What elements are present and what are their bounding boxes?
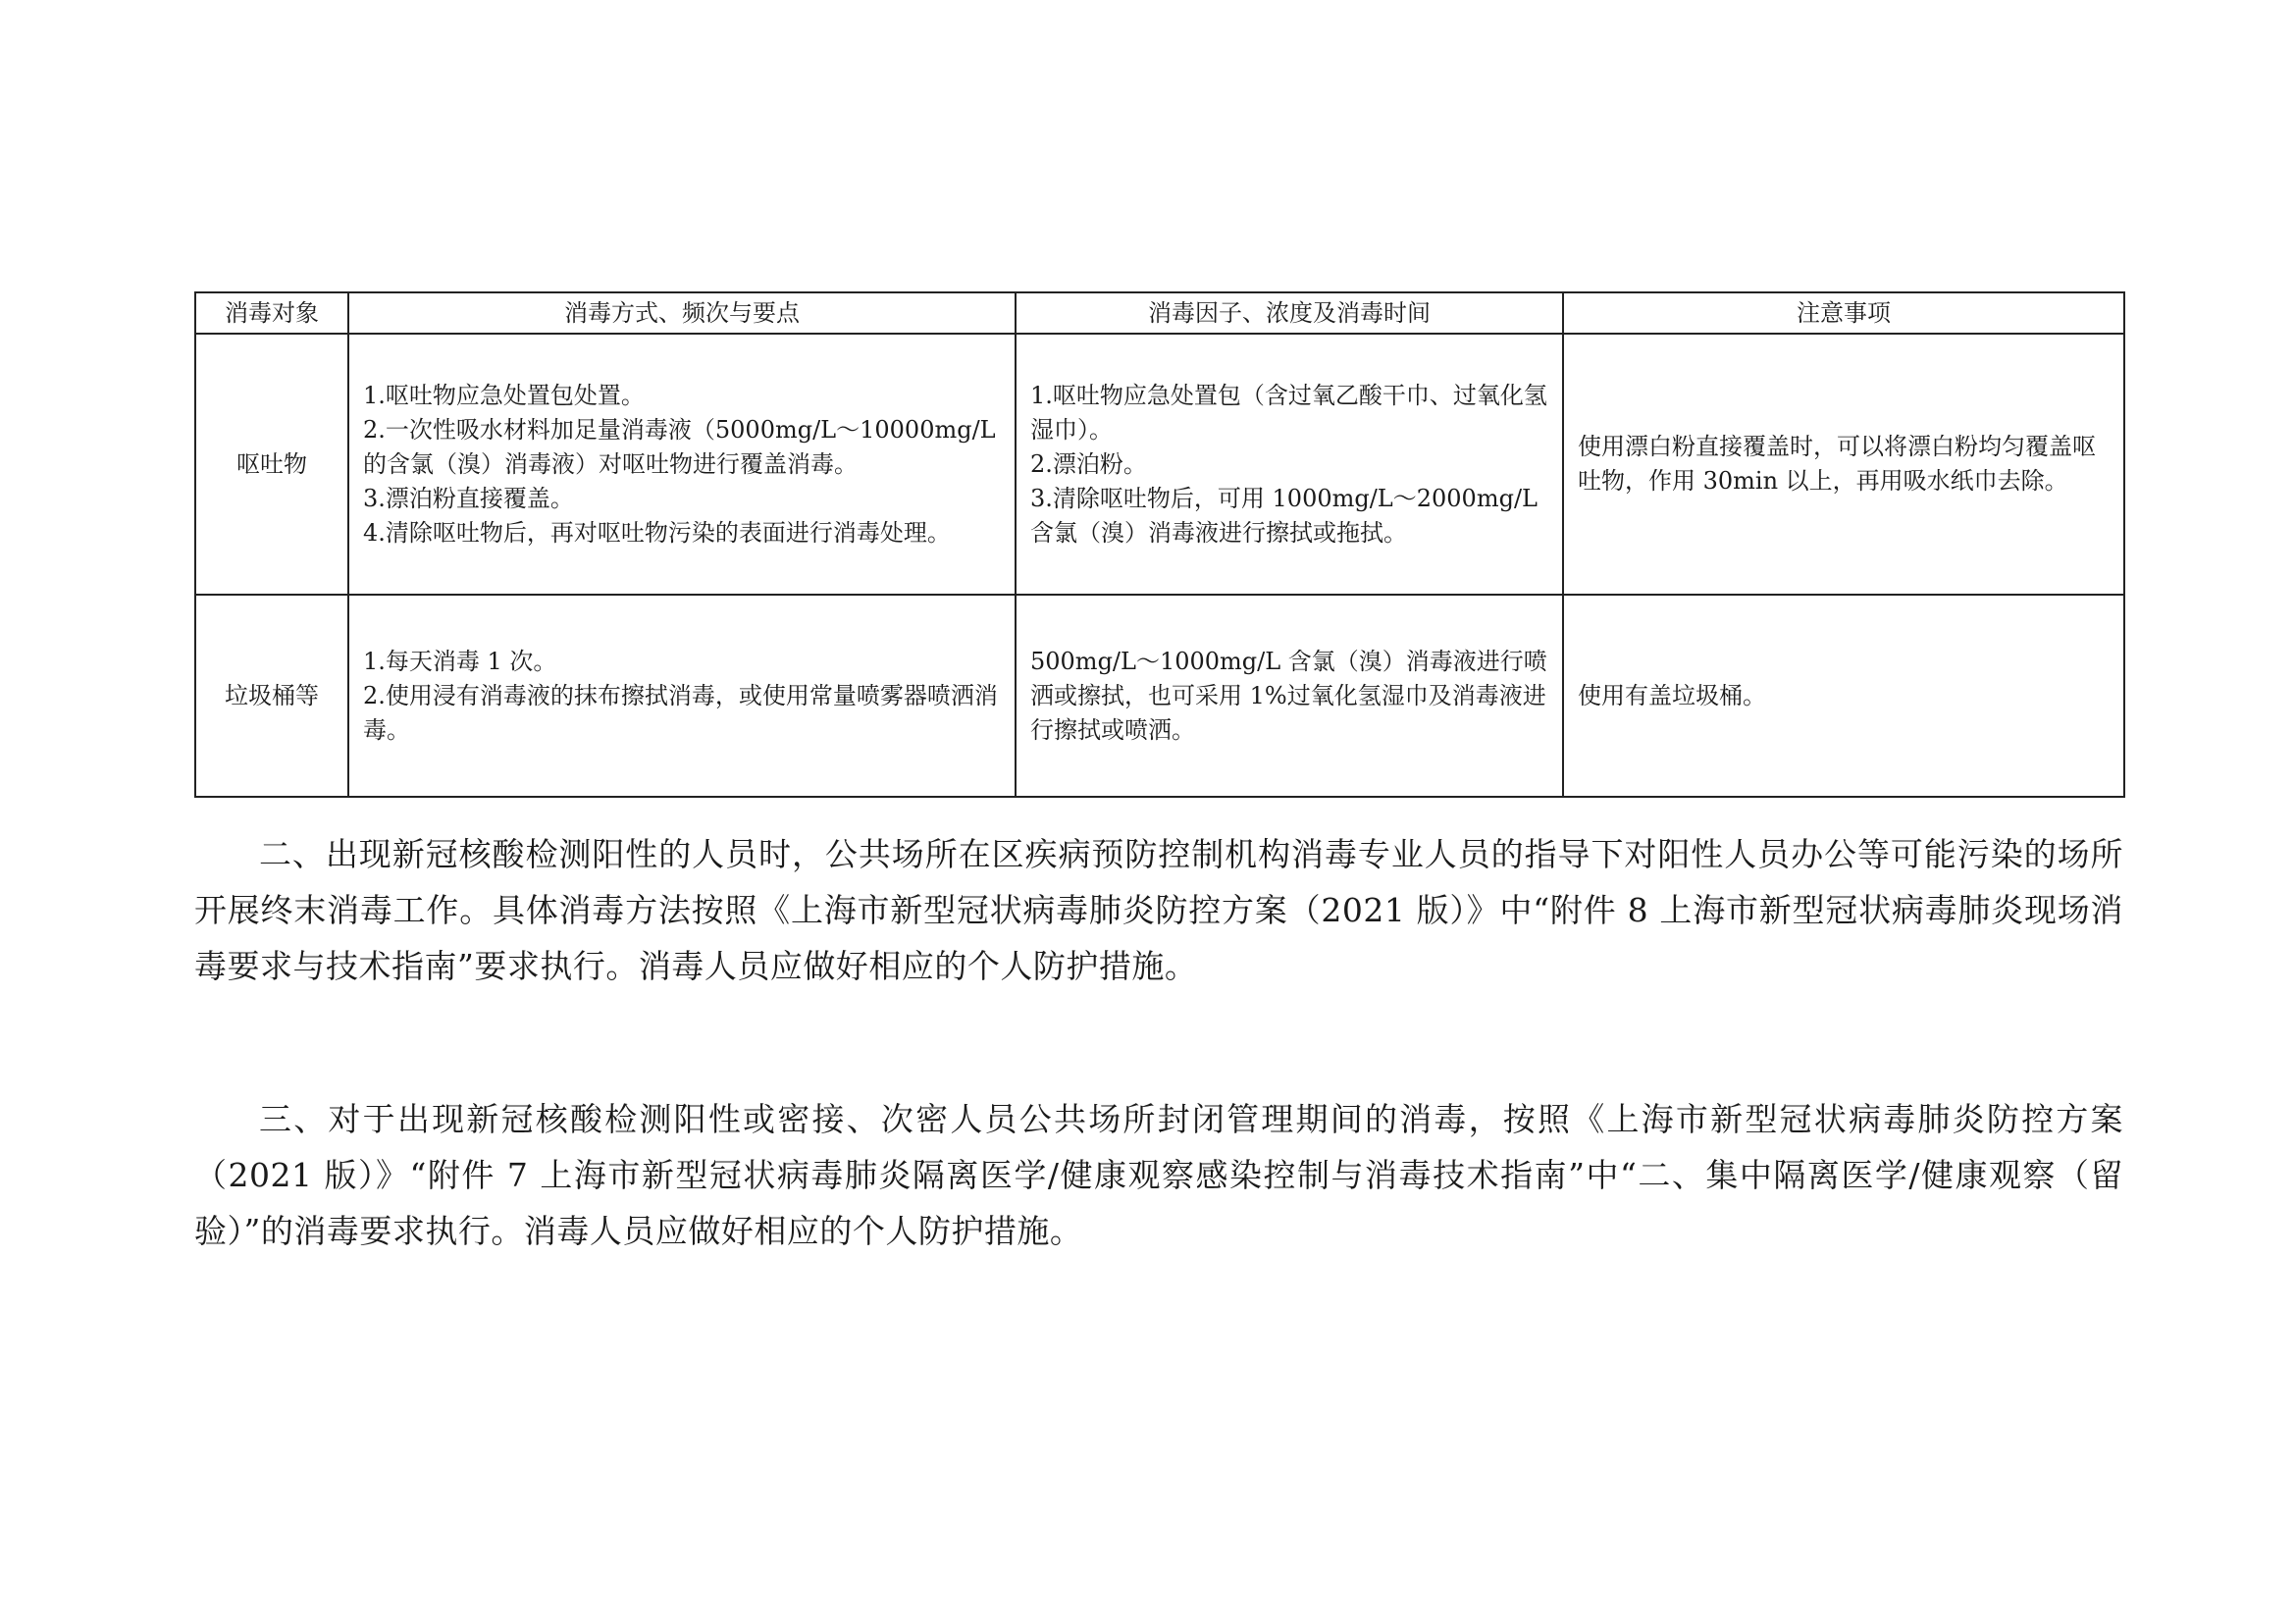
factor-item: 2.漂泊粉。 bbox=[1030, 449, 1147, 478]
cell-object: 垃圾桶等 bbox=[195, 595, 348, 797]
cell-method bbox=[348, 595, 1016, 797]
method-item: 1.每天消毒 1 次。 bbox=[363, 647, 557, 675]
header-factor: 消毒因子、浓度及消毒时间 bbox=[1016, 292, 1563, 334]
factor-item: 500mg/L～1000mg/L 含氯（溴）消毒液进行喷洒或擦拭，也可采用 1%过氧化氢湿巾及消毒液进行擦拭或喷洒。 bbox=[1030, 647, 1547, 744]
table-row bbox=[195, 334, 2124, 595]
factor-item: 3.清除呕吐物后，可用 1000mg/L～2000mg/L 含氯（溴）消毒液进行擦拭或拖拭。 bbox=[1030, 484, 1538, 547]
factor-item: 1.呕吐物应急处置包（含过氧乙酸干巾、过氧化氢湿巾）。 bbox=[1030, 381, 1547, 444]
table-row bbox=[195, 595, 2124, 797]
paragraph-three: 三、对于出现新冠核酸检测阳性或密接、次密人员公共场所封闭管理期间的消毒，按照《上海市新型冠状病毒肺炎防控方案（2021 版）》“附件 7 上海市新型冠状病毒肺炎隔离医学/健康观察感染控制与消毒技术指南”中“二、集中隔离医学/健康观察（留验）”的消毒要求执行。消毒人员应做好相应的个人防护措施。 bbox=[194, 1100, 2123, 1250]
cell-notes: 使用漂白粉直接覆盖时，可以将漂白粉均匀覆盖呕吐物，作用 30min 以上，再用吸水纸巾去除。 bbox=[1563, 334, 2124, 595]
method-item: 2.使用浸有消毒液的抹布擦拭消毒，或使用常量喷雾器喷洒消毒。 bbox=[363, 681, 998, 744]
cell-factor bbox=[1016, 334, 1563, 595]
method-item: 1.呕吐物应急处置包处置。 bbox=[363, 381, 645, 409]
cell-factor bbox=[1016, 595, 1563, 797]
header-notes: 注意事项 bbox=[1563, 292, 2124, 334]
method-item: 2.一次性吸水材料加足量消毒液（5000mg/L～10000mg/L 的含氯（溴）消毒液）对呕吐物进行覆盖消毒。 bbox=[363, 415, 996, 478]
table-header-row bbox=[195, 292, 2124, 334]
paragraph-two: 二、出现新冠核酸检测阳性的人员时，公共场所在区疾病预防控制机构消毒专业人员的指导下对阳性人员办公等可能污染的场所开展终末消毒工作。具体消毒方法按照《上海市新型冠状病毒肺炎防控方案（2021 版）》中“附件 8 上海市新型冠状病毒肺炎现场消毒要求与技术指南”要求执行。消毒人员应做好相应的个人防护措施。 bbox=[194, 835, 2123, 985]
header-method: 消毒方式、频次与要点 bbox=[348, 292, 1016, 334]
disinfection-table bbox=[194, 291, 2125, 798]
cell-method bbox=[348, 334, 1016, 595]
cell-object: 呕吐物 bbox=[195, 334, 348, 595]
header-object: 消毒对象 bbox=[195, 292, 348, 334]
method-item: 3.漂泊粉直接覆盖。 bbox=[363, 484, 574, 512]
cell-notes: 使用有盖垃圾桶。 bbox=[1563, 595, 2124, 797]
method-item: 4.清除呕吐物后，再对呕吐物污染的表面进行消毒处理。 bbox=[363, 518, 951, 547]
